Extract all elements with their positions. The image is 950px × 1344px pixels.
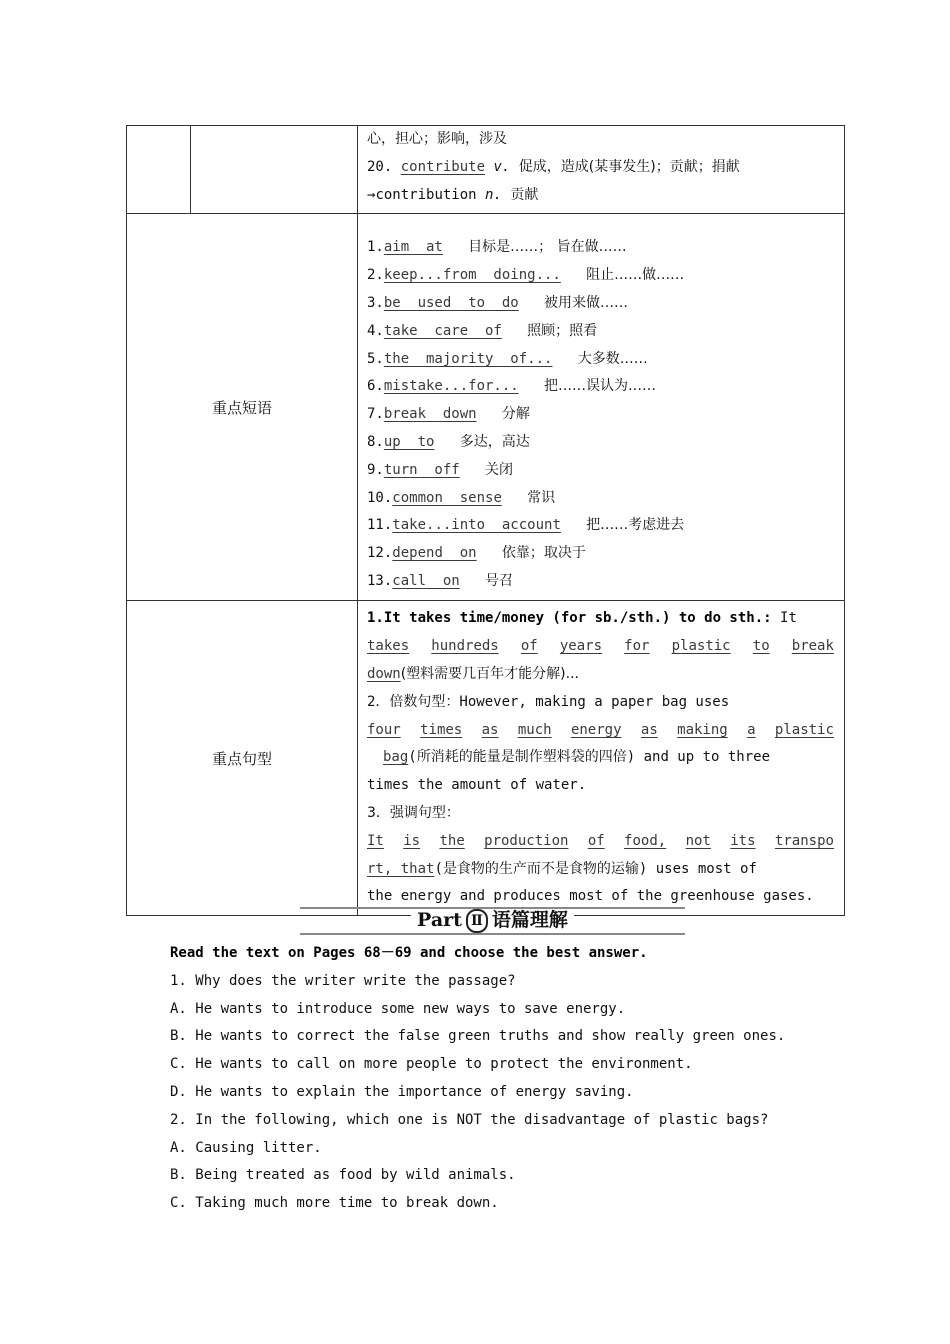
sentence-word: is [403, 832, 421, 849]
phrase-text: keep...from doing... [383, 267, 561, 284]
phrase-meaning: 关闭 [485, 461, 514, 478]
question-stem: 2. In the following, which one is NOT the disadvantage of plastic bags? [170, 1111, 769, 1128]
sentence-word: to [752, 638, 770, 655]
phrase-meaning: 号召 [485, 572, 514, 589]
phrase-meaning: 阻止……做…… [586, 267, 685, 284]
sentence-word: as [640, 721, 658, 738]
phrase-meaning: 常识 [527, 489, 556, 506]
sentence-word: not [685, 832, 711, 849]
sentence-word: It [367, 832, 384, 849]
sentence-word: break [791, 638, 834, 655]
question-list [170, 968, 810, 1218]
sentence-word: production [484, 832, 569, 849]
answer-option: A. Causing litter. [170, 1139, 322, 1156]
sentence-word: times [420, 721, 463, 738]
phrase-item: 11.take...into account 把……考虑进去 [367, 517, 685, 534]
phrase-meaning: 分解 [501, 406, 530, 423]
sentence-line: 3．强调句型： [367, 804, 460, 821]
phrase-meaning: 目标是……； 旨在做…… [468, 239, 627, 256]
sentence-word: for [624, 638, 650, 655]
phrase-meaning: 把……误认为…… [544, 378, 657, 395]
sentence-line: times the amount of water. [367, 777, 587, 794]
sentence-line: down(塑料需要几百年才能分解)... [367, 665, 579, 682]
phrase-text: up to [383, 433, 435, 450]
empty-cell [127, 126, 191, 214]
part-number-badge: Ⅱ [466, 909, 488, 933]
divider [300, 933, 685, 935]
phrase-item: 12.depend on 依靠；取决于 [367, 545, 586, 562]
question-stem: 1. Why does the writer write the passage? [170, 972, 516, 989]
phrase-text: the majority of... [383, 350, 553, 367]
sentence-word: much [517, 721, 552, 738]
questions-section [170, 940, 810, 1218]
answer-option: B. Being treated as food by wild animals. [170, 1167, 516, 1184]
vocab-line: 20. contribute v. 促成，造成(某事发生)；贡献；捐献 [367, 158, 740, 175]
phrase-text: turn off [383, 461, 460, 478]
part-header [300, 902, 685, 936]
answer-option: B. He wants to correct the false green truths and show really green ones. [170, 1028, 786, 1045]
answer-option: C. Taking much more time to break down. [170, 1195, 499, 1212]
phrase-text: be used to do [383, 294, 519, 311]
phrase-meaning: 照顾；照看 [527, 322, 598, 339]
sentence-word: transpo [774, 832, 834, 849]
sentence-word: four [367, 721, 401, 738]
sentence-word: a [747, 721, 756, 738]
phrase-item: 8.up to 多达，高达 [367, 433, 530, 450]
sentence-word: hundreds [431, 638, 499, 655]
answer-option: A. He wants to introduce some new ways to save energy. [170, 1000, 626, 1017]
phrase-text: depend on [392, 545, 477, 562]
phrase-text: common sense [392, 489, 502, 506]
phrase-item: 5.the majority of... 大多数…… [367, 350, 648, 367]
phrase-meaning: 大多数…… [577, 350, 648, 367]
sentence-line [367, 717, 834, 745]
sentence-word: making [677, 721, 728, 738]
phrase-list [367, 234, 834, 595]
phrase-meaning: 依靠；取决于 [501, 545, 586, 562]
phrase-text: take care of [383, 322, 502, 339]
sentence-line: rt, that(是食物的生产而不是食物的运输) uses most of [367, 860, 757, 877]
sentence-word: energy [570, 721, 622, 738]
sentence-word: of [520, 638, 538, 655]
phrase-item: 7.break down 分解 [367, 406, 530, 423]
phrase-text: aim at [383, 239, 443, 256]
answer-option: C. He wants to call on more people to protect the environment. [170, 1056, 693, 1073]
phrase-meaning: 被用来做…… [544, 294, 629, 311]
sentence-line: bag(所消耗的能量是制作塑料袋的四倍) and up to three [383, 749, 771, 766]
phrase-item: 2.keep...from doing... 阻止……做…… [367, 267, 685, 284]
sentences-label: 重点句型 [127, 601, 358, 916]
phrase-item: 10.common sense 常识 [367, 489, 556, 506]
sentence-line [367, 828, 834, 856]
sentences-cell [358, 601, 845, 916]
phrase-meaning: 多达，高达 [459, 433, 530, 450]
sentence-word: plastic [671, 638, 731, 655]
sentence-line: the energy and produces most of the greenhouse gases. [367, 888, 814, 905]
sentence-line: 1.It takes time/money (for sb./sth.) to do sth.: It [367, 610, 797, 627]
answer-option: D. He wants to explain the importance of energy saving. [170, 1083, 634, 1100]
sentence-word: plastic [774, 721, 834, 738]
phrase-item: 13.call on 号召 [367, 572, 514, 589]
phrases-cell [358, 214, 845, 601]
vocab-line: →contribution n. 贡献 [367, 186, 539, 203]
phrase-text: take...into account [392, 517, 561, 534]
vocab-tail-cell [358, 126, 845, 214]
sentence-word: food, [624, 832, 667, 849]
phrase-text: break down [383, 406, 477, 423]
part-title: Part Ⅱ 语篇理解 [300, 905, 685, 933]
phrase-item: 4.take care of 照顾；照看 [367, 322, 598, 339]
phrase-text: call on [392, 572, 460, 589]
sentence-word: as [481, 721, 499, 738]
instruction: Read the text on Pages 68－69 and choose the best answer. [170, 945, 648, 961]
sentence-word: of [587, 832, 605, 849]
phrase-meaning: 把……考虑进去 [586, 517, 685, 534]
vocabulary-table [126, 125, 845, 916]
sentence-line: 2．倍数句型：However, making a paper bag uses [367, 693, 730, 710]
phrase-text: mistake...for... [383, 378, 519, 395]
empty-cell [191, 126, 358, 214]
phrase-item: 3.be used to do 被用来做…… [367, 294, 629, 311]
sentence-word: takes [367, 638, 410, 655]
sentence-word: the [439, 832, 465, 849]
phrase-item: 6.mistake...for... 把……误认为…… [367, 378, 657, 395]
sentence-line [367, 633, 834, 661]
phrase-item: 9.turn off 关闭 [367, 461, 514, 478]
sentence-word: years [559, 638, 603, 655]
vocab-line: 心，担心；影响，涉及 [367, 131, 507, 147]
sentence-word: its [730, 832, 756, 849]
phrases-label: 重点短语 [127, 214, 358, 601]
phrase-item: 1.aim at 目标是……； 旨在做…… [367, 239, 627, 256]
